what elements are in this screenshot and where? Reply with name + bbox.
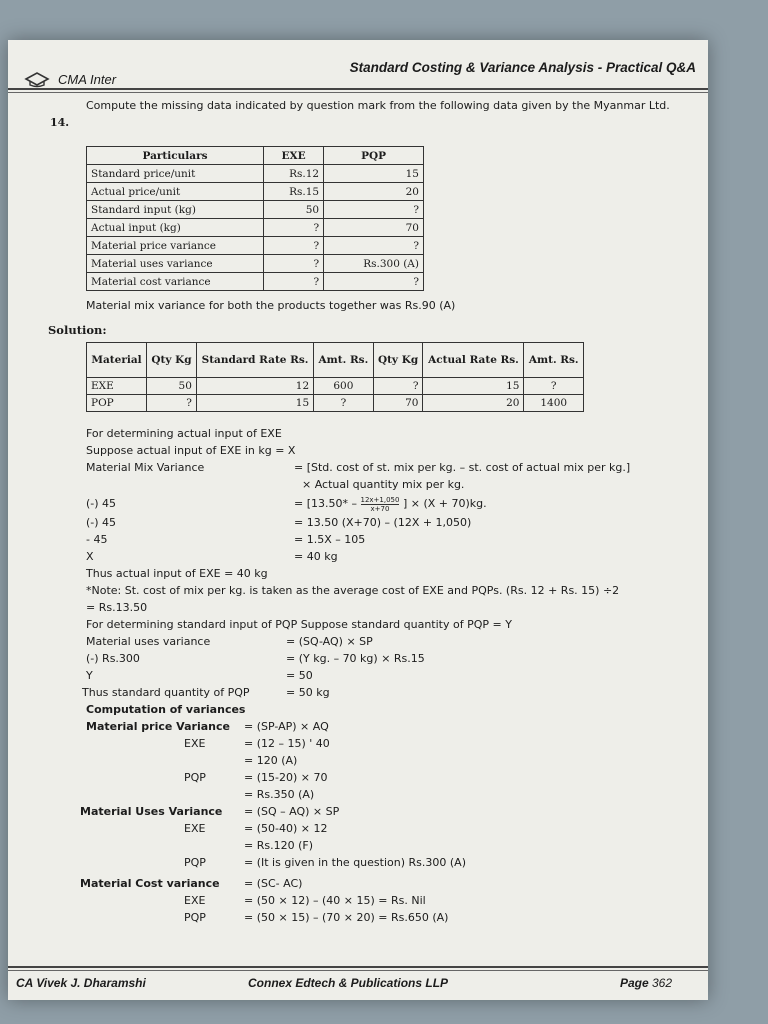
footer-page [620, 976, 672, 990]
text-line: = 1.5X – 105 [294, 533, 366, 546]
text-line: *Note: St. cost of mix per kg. is taken as the average cost of EXE and PQPs. (Rs. 12 + Rs. 15) ÷2 [86, 584, 620, 597]
text-line: Suppose actual input of EXE in kg = X [86, 444, 296, 457]
table-cell: ? [264, 219, 324, 237]
table-cell: Material cost variance [87, 273, 264, 291]
text-line: For determining actual input of EXE [86, 427, 282, 440]
table-row [87, 165, 424, 183]
section-heading: Computation of variances [86, 703, 246, 716]
text-line: = (SC- AC) [244, 877, 303, 890]
table-cell: 15 [324, 165, 424, 183]
text-line: = (12 – 15) ' 40 [244, 737, 330, 750]
text-line: (-) 45 [86, 516, 117, 529]
table-header-cell: Qty Kg [373, 343, 423, 378]
table-header-row [87, 343, 584, 378]
text-line: = Rs.120 (F) [244, 839, 313, 852]
text-line: PQP [184, 771, 206, 784]
table-cell: ? [314, 395, 373, 412]
table-header-cell: Material [87, 343, 147, 378]
header-rule-thin [8, 92, 708, 93]
text-line: = 50 [286, 669, 313, 682]
table-cell: ? [147, 395, 197, 412]
table-cell: ? [324, 237, 424, 255]
text-line: = (Y kg. – 70 kg) × Rs.15 [286, 652, 425, 665]
table-header-cell: Amt. Rs. [524, 343, 584, 378]
text-line: = Rs.350 (A) [244, 788, 315, 801]
text-line: = 40 kg [294, 550, 338, 563]
table-header-cell: Actual Rate Rs. [423, 343, 524, 378]
text-line: EXE [184, 894, 206, 907]
table-cell: Rs.15 [264, 183, 324, 201]
text-line: Material uses variance [86, 635, 211, 648]
table-header-cell: Particulars [87, 147, 264, 165]
table-cell: Rs.12 [264, 165, 324, 183]
page-number: 362 [651, 976, 672, 990]
footer-publisher: Connex Edtech & Publications LLP [248, 976, 449, 990]
solution-table [86, 342, 584, 412]
given-data-table [86, 146, 424, 291]
page-label: Page [619, 976, 649, 990]
graduation-cap-icon [24, 70, 50, 88]
table-cell: POP [87, 395, 147, 412]
table-cell: 15 [423, 378, 524, 395]
table-cell: 12 [196, 378, 313, 395]
formula-fraction [361, 496, 400, 513]
table-cell: 50 [147, 378, 197, 395]
table-row [87, 237, 424, 255]
header-rule [8, 88, 708, 90]
table-row [87, 255, 424, 273]
text-line: = (It is given in the question) Rs.300 (A) [244, 856, 466, 869]
table-header-cell: Amt. Rs. [314, 343, 373, 378]
text-line: = Rs.13.50 [86, 601, 148, 614]
text-line: = (SP-AP) × AQ [244, 720, 329, 733]
mix-variance-note: Material mix variance for both the products together was Rs.90 (A) [86, 299, 456, 312]
text-line: = [Std. cost of st. mix per kg. – st. cost of actual mix per kg.] [294, 461, 631, 474]
text-line: (-) Rs.300 [86, 652, 140, 665]
question-text: Compute the missing data indicated by question mark from the following data given by the Myanmar Ltd. [86, 99, 670, 112]
table-cell: ? [324, 201, 424, 219]
table-cell: 20 [324, 183, 424, 201]
table-cell: 15 [196, 395, 313, 412]
text-line: (-) 45 [86, 497, 117, 510]
text-line: Thus actual input of EXE = 40 kg [86, 567, 268, 580]
text-line: EXE [184, 822, 206, 835]
text-line: × Actual quantity mix per kg. [302, 478, 465, 491]
table-header-cell: PQP [324, 147, 424, 165]
table-cell: Standard input (kg) [87, 201, 264, 219]
table-row [87, 183, 424, 201]
table-cell: ? [524, 378, 584, 395]
text-line: = 120 (A) [244, 754, 298, 767]
text-line: EXE [184, 737, 206, 750]
text-line: = (50 × 15) – (70 × 20) = Rs.650 (A) [244, 911, 449, 924]
table-cell: ? [324, 273, 424, 291]
table-cell: Actual price/unit [87, 183, 264, 201]
table-header-cell: Standard Rate Rs. [196, 343, 313, 378]
table-cell: ? [264, 237, 324, 255]
header-chapter-title: Standard Costing & Variance Analysis - Practical Q&A [349, 60, 696, 75]
table-cell: ? [264, 255, 324, 273]
table-cell: 70 [324, 219, 424, 237]
text-line: = (50 × 12) – (40 × 15) = Rs. Nil [244, 894, 426, 907]
table-header-row [87, 147, 424, 165]
table-cell: 600 [314, 378, 373, 395]
table-cell: 50 [264, 201, 324, 219]
table-row [87, 273, 424, 291]
text-line: For determining standard input of PQP Suppose standard quantity of PQP = Y [86, 618, 512, 631]
fraction-numerator: 12x+1,050 [360, 495, 400, 504]
text-line: = (15-20) × 70 [244, 771, 328, 784]
table-cell: ? [264, 273, 324, 291]
text-line: = (SQ – AQ) × SP [244, 805, 340, 818]
text-line: Material Uses Variance [80, 805, 223, 818]
text-line: = 13.50 (X+70) – (12X + 1,050) [294, 516, 472, 529]
table-cell: Standard price/unit [87, 165, 264, 183]
text-line: PQP [184, 911, 206, 924]
formula-line [294, 495, 487, 512]
table-cell: EXE [87, 378, 147, 395]
question-number: 14. [50, 116, 70, 129]
table-cell: 20 [423, 395, 524, 412]
table-row [87, 201, 424, 219]
text-line: X [86, 550, 94, 563]
formula-prefix: = [13.50* – [294, 497, 357, 510]
table-row [87, 219, 424, 237]
text-line: - 45 [86, 533, 108, 546]
table-cell: 1400 [524, 395, 584, 412]
table-cell: Actual input (kg) [87, 219, 264, 237]
text-line: Y [86, 669, 93, 682]
formula-suffix: ] × (X + 70)kg. [402, 497, 487, 510]
text-line: Material Mix Variance [86, 461, 205, 474]
table-cell: 70 [373, 395, 423, 412]
table-cell: Rs.300 (A) [324, 255, 424, 273]
table-row [87, 378, 584, 395]
footer-rule-thin [8, 970, 708, 971]
header-course: CMA Inter [58, 71, 117, 87]
table-header-cell: EXE [264, 147, 324, 165]
document-page [8, 40, 708, 1000]
text-line: Material Cost variance [80, 877, 220, 890]
table-cell: Material uses variance [87, 255, 264, 273]
table-cell: Material price variance [87, 237, 264, 255]
footer-author: CA Vivek J. Dharamshi [16, 976, 146, 990]
solution-heading: Solution: [48, 323, 107, 337]
text-line: PQP [184, 856, 206, 869]
text-line: Material price Variance [86, 720, 230, 733]
text-line: Thus standard quantity of PQP [82, 686, 250, 699]
table-header-cell: Qty Kg [147, 343, 197, 378]
text-line: = (50-40) × 12 [244, 822, 328, 835]
text-line: = (SQ-AQ) × SP [286, 635, 373, 648]
footer-rule [8, 966, 708, 968]
table-row [87, 395, 584, 412]
text-line: = 50 kg [286, 686, 330, 699]
fraction-denominator: x+70 [370, 504, 390, 513]
header-left [24, 70, 116, 88]
table-cell: ? [373, 378, 423, 395]
